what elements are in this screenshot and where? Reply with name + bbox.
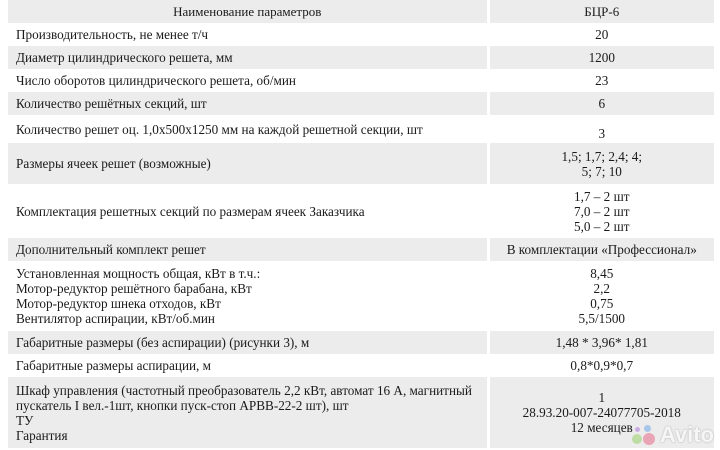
param-name: Шкаф управления (частотный преобразователь 2,2 кВт, автомат 16 А, магнитный пускатель I вел.-1шт, кнопки пуск-стоп АРВВ-22-2 шт), шт ТУ Гарантия (8, 377, 488, 448)
watermark-text: Avito (659, 422, 714, 447)
param-name: Количество решётных секций, шт (8, 92, 488, 115)
specifications-table (8, 0, 714, 448)
param-value: 1200 (488, 46, 714, 69)
param-value: 20 (488, 23, 714, 46)
param-value: 1,48 * 3,96* 1,81 (488, 331, 714, 354)
table-row (8, 23, 714, 46)
avito-watermark (632, 422, 714, 448)
avito-logo-icon (632, 425, 656, 445)
param-name: Производительность, не менее т/ч (8, 23, 488, 46)
param-name: Габаритные размеры (без аспирации) (рисунки 3), м (8, 331, 488, 354)
table-row (8, 143, 714, 184)
table-row (8, 261, 714, 331)
param-value: В комплектации «Профессионал» (488, 238, 714, 261)
param-name: Дополнительный комплект решет (8, 238, 488, 261)
table-row (8, 377, 714, 448)
table-row (8, 46, 714, 69)
header-model: БЦР-6 (488, 0, 714, 23)
param-name: Установленная мощность общая, кВт в т.ч.: Мотор-редуктор решётного барабана, кВт Мотор-редуктор шнека отходов, кВт Вентилятор аспирации, кВт/об.мин (8, 261, 488, 331)
param-name: Количество решет оц. 1,0х500х1250 мм на каждой решетной секции, шт (8, 115, 488, 143)
param-name: Диаметр цилиндрического решета, мм (8, 46, 488, 69)
table-header-row (8, 0, 714, 23)
param-value: 8,45 2,2 0,75 5,5/1500 (488, 261, 714, 331)
table-row (8, 238, 714, 261)
table-row (8, 92, 714, 115)
table-row (8, 69, 714, 92)
param-value: 6 (488, 92, 714, 115)
table-row (8, 331, 714, 354)
param-value: 1 28.93.20-007-24077705-2018 12 месяцев (488, 377, 714, 448)
table-row (8, 184, 714, 238)
param-value: 1,5; 1,7; 2,4; 4; 5; 7; 10 (488, 143, 714, 184)
param-value: 3 (488, 115, 714, 143)
param-value: 1,7 – 2 шт 7,0 – 2 шт 5,0 – 2 шт (488, 184, 714, 238)
param-name: Число оборотов цилиндрического решета, об/мин (8, 69, 488, 92)
table-row (8, 354, 714, 377)
param-name: Комплектация решетных секций по размерам ячеек Заказчика (8, 184, 488, 238)
header-param-name: Наименование параметров (8, 0, 488, 23)
param-name: Габаритные размеры аспирации, м (8, 354, 488, 377)
table-row (8, 115, 714, 143)
param-value: 23 (488, 69, 714, 92)
param-value: 0,8*0,9*0,7 (488, 354, 714, 377)
param-name: Размеры ячеек решет (возможные) (8, 143, 488, 184)
